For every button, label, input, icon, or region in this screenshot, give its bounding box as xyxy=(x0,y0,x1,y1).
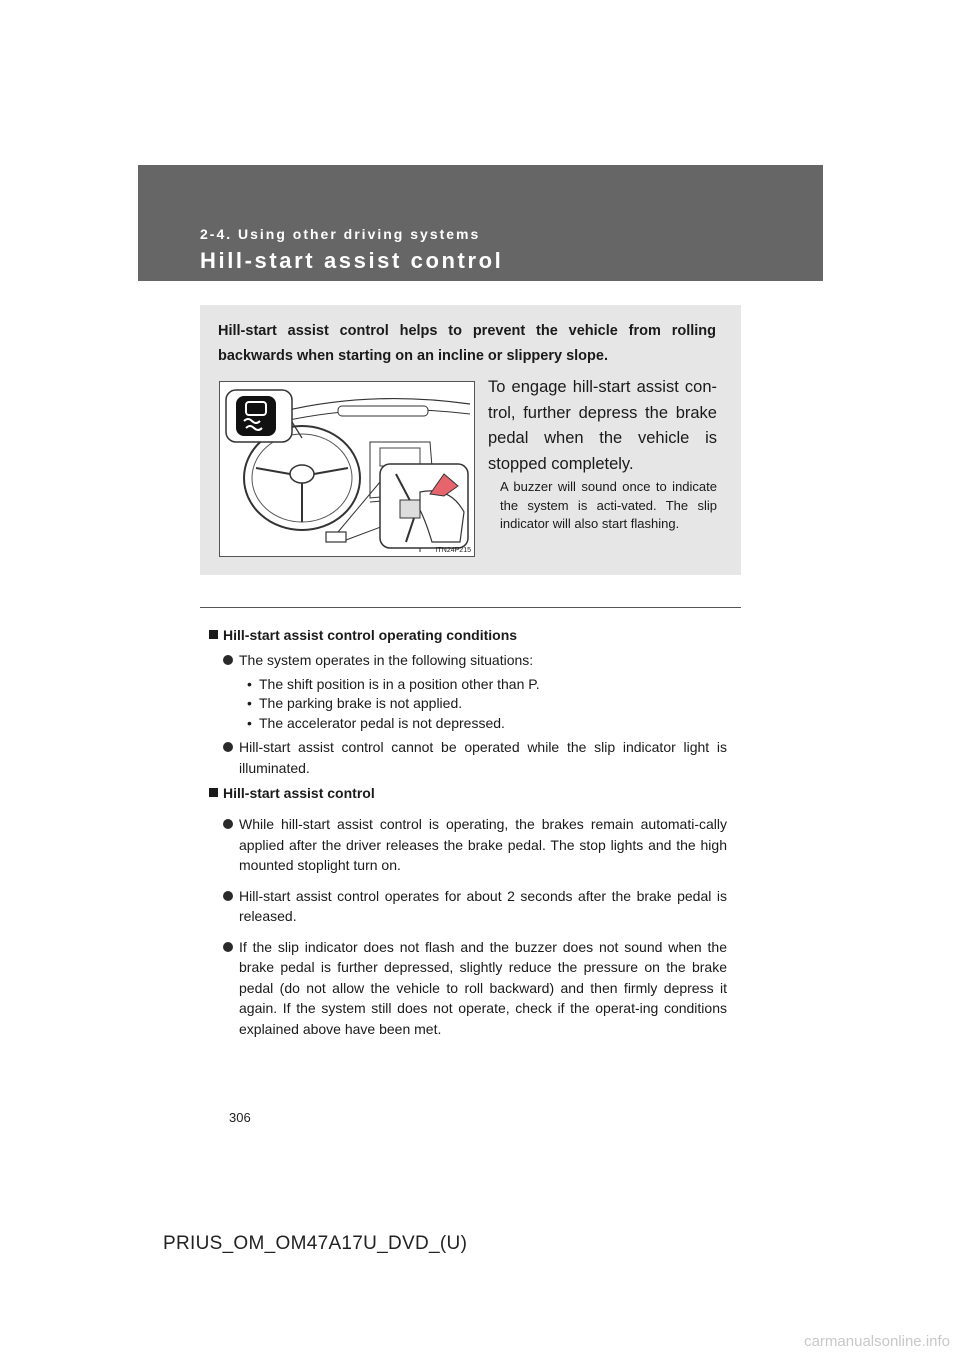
sub-item xyxy=(247,714,727,734)
list-item xyxy=(223,650,727,671)
middle-dot-icon: • xyxy=(247,675,252,692)
list-item-text: Hill-start assist control operates for about 2 seconds after the brake pedal is released. xyxy=(239,887,727,924)
square-bullet-icon xyxy=(209,788,218,797)
illustration-code: ITN24P215 xyxy=(435,547,471,554)
list-item-text: If the slip indicator does not flash and the buzzer does not sound when the brake pedal is further depressed, slightly reduce the pressure on the brake pedal (do not allow the vehicle to roll backward) and then firmly depress it again. If the system still does not operate, check if the operat-ing conditions explained above have been met. xyxy=(239,938,727,1037)
round-bullet-icon xyxy=(223,655,233,665)
section-heading-text: Hill-start assist control xyxy=(223,785,375,801)
round-bullet-icon xyxy=(223,742,233,752)
watermark: carmanualsonline.info xyxy=(804,1333,950,1350)
body-area xyxy=(209,624,727,1039)
section-heading xyxy=(209,782,727,804)
header-band xyxy=(138,165,823,281)
page-title: Hill-start assist control xyxy=(200,248,504,273)
round-bullet-icon xyxy=(223,819,233,829)
intro-box xyxy=(200,305,741,575)
list-item xyxy=(223,886,727,927)
square-bullet-icon xyxy=(209,630,218,639)
list-item-text: The system operates in the following situations: xyxy=(239,652,534,668)
list-item-text: Hill-start assist control cannot be operated while the slip indicator light is illuminated. xyxy=(239,739,727,776)
sub-item-text: The parking brake is not applied. xyxy=(259,695,463,711)
list-item xyxy=(223,937,727,1040)
divider xyxy=(200,607,741,608)
list-item xyxy=(223,814,727,876)
sub-item-text: The accelerator pedal is not depressed. xyxy=(259,714,505,731)
list-item xyxy=(223,737,727,778)
middle-dot-icon: • xyxy=(247,695,252,711)
round-bullet-icon xyxy=(223,891,233,901)
sub-item xyxy=(247,694,727,714)
dashboard-drawing xyxy=(220,382,474,556)
document-id: PRIUS_OM_OM47A17U_DVD_(U) xyxy=(163,1233,468,1254)
sub-item xyxy=(247,675,727,695)
round-bullet-icon xyxy=(223,942,233,952)
section-heading-text: Hill-start assist control operating conditions xyxy=(223,627,518,643)
engage-text: To engage hill-start assist con-trol, further depress the brake pedal when the vehicle is stopped completely. xyxy=(488,378,717,473)
section-label: 2-4. Using other driving systems xyxy=(200,226,481,242)
middle-dot-icon: • xyxy=(247,714,252,731)
sub-item-text: The shift position is in a position other than P. xyxy=(259,675,540,692)
list-item-text: While hill-start assist control is operating, the brakes remain automati-cally applied after the driver releases the brake pedal. The stop lights and the high mounted stoplight turn on. xyxy=(239,816,727,873)
engage-note: A buzzer will sound once to indicate the system is acti-vated. The slip indicator will also start flashing. xyxy=(500,479,717,531)
dashboard-illustration xyxy=(219,381,475,557)
section-heading xyxy=(209,624,727,646)
intro-lead: Hill-start assist control helps to prevent the vehicle from rolling backwards when starting on an incline or slippery slope. xyxy=(218,323,716,364)
page-number: 306 xyxy=(229,1110,251,1125)
